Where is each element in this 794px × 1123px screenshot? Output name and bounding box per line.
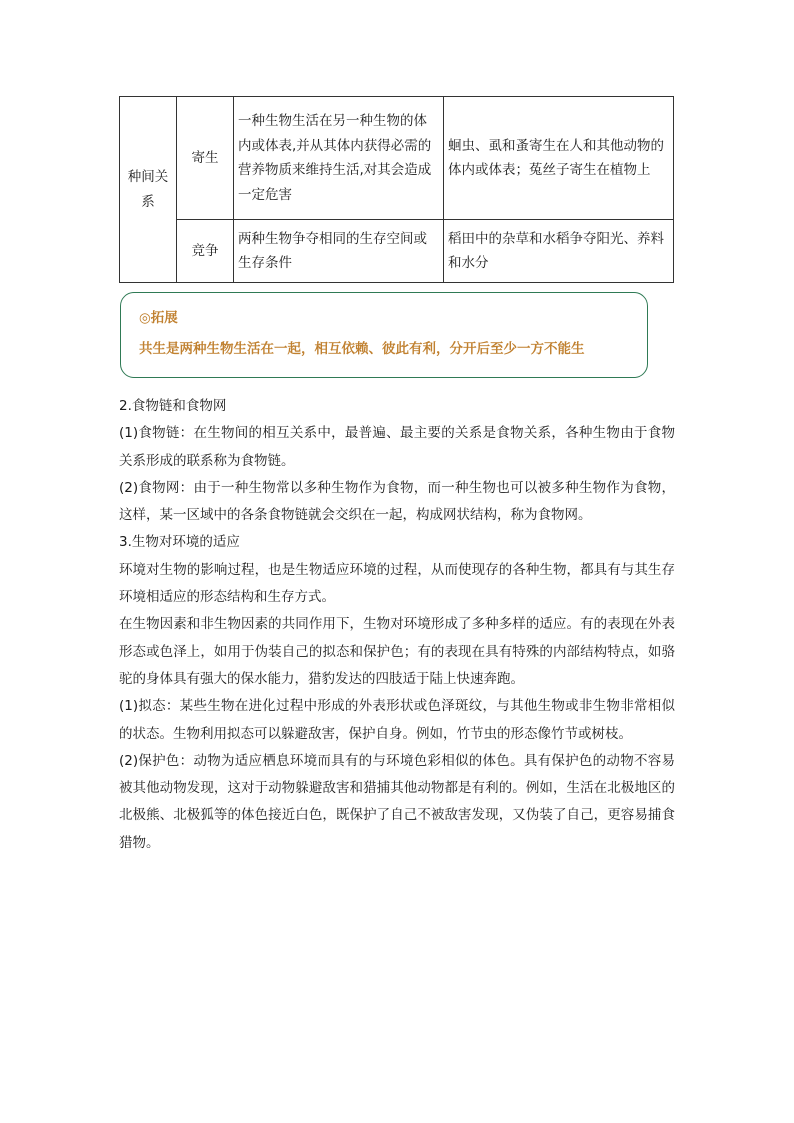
paragraph: (1)食物链：在生物间的相互关系中，最普遍、最主要的关系是食物关系，各种生物由于食物关系形成的联系称为食物链。: [119, 425, 675, 469]
paragraph: (1)拟态：某些生物在进化过程中形成的外表形状或色泽斑纹，与其他生物或非生物非常相似的状态。生物利用拟态可以躲避敌害，保护自身。例如，竹节虫的形态像竹节或树枝。: [119, 698, 675, 742]
section-heading: 2.食物链和食物网: [119, 398, 227, 414]
table-row: [120, 97, 674, 220]
relation-table: [119, 96, 674, 283]
type-cell: 竞争: [177, 220, 234, 283]
section-heading: 3.生物对环境的适应: [119, 534, 240, 551]
paragraph: (2)保护色：动物为适应栖息环境而具有的与环境色彩相似的体色。具有保护色的动物不容易被其他动物发现，这对于动物躲避敌害和猎捕其他动物都是有利的。例如，生活在北极地区的北极熊、北极狐等的体色接近白色，既保护了自己不被敌害发现，又伪装了自己，更容易捕食猎物。: [119, 752, 675, 851]
definition-cell: 一种生物生活在另一种生物的体内或体表,并从其体内获得必需的营养物质来维持生活,对其会造成一定危害: [234, 97, 444, 220]
paragraph: 环境对生物的影响过程，也是生物适应环境的过程，从而使现存的各种生物，都具有与其生存环境相适应的形态结构和生存方式。: [119, 561, 675, 606]
definition-cell: 两种生物争夺相同的生存空间或生存条件: [234, 220, 444, 283]
example-cell: 稻田中的杂草和水稻争夺阳光、养料和水分: [444, 220, 674, 283]
callout-title: ◎拓展: [139, 310, 178, 326]
type-cell: 寄生: [177, 97, 234, 220]
extension-callout: [120, 292, 648, 378]
category-cell: 种间关系: [120, 97, 177, 283]
table-row: [120, 220, 674, 283]
callout-text: 共生是两种生物生活在一起，相互依赖、彼此有利，分开后至少一方不能生: [139, 341, 585, 357]
body-text: [119, 393, 675, 857]
paragraph: 在生物因素和非生物因素的共同作用下，生物对环境形成了多种多样的适应。有的表现在外表形态或色泽上，如用于伪装自己的拟态和保护色；有的表现在具有特殊的内部结构特点，如骆驼的身体具有强大的保水能力，猎豹发达的四肢适于陆上快速奔跑。: [119, 616, 675, 687]
paragraph: (2)食物网：由于一种生物常以多种生物作为食物，而一种生物也可以被多种生物作为食物，这样，某一区域中的各条食物链就会交织在一起，构成网状结构，称为食物网。: [119, 479, 675, 524]
example-cell: 蛔虫、虱和蚤寄生在人和其他动物的体内或体表；菟丝子寄生在植物上: [444, 97, 674, 220]
